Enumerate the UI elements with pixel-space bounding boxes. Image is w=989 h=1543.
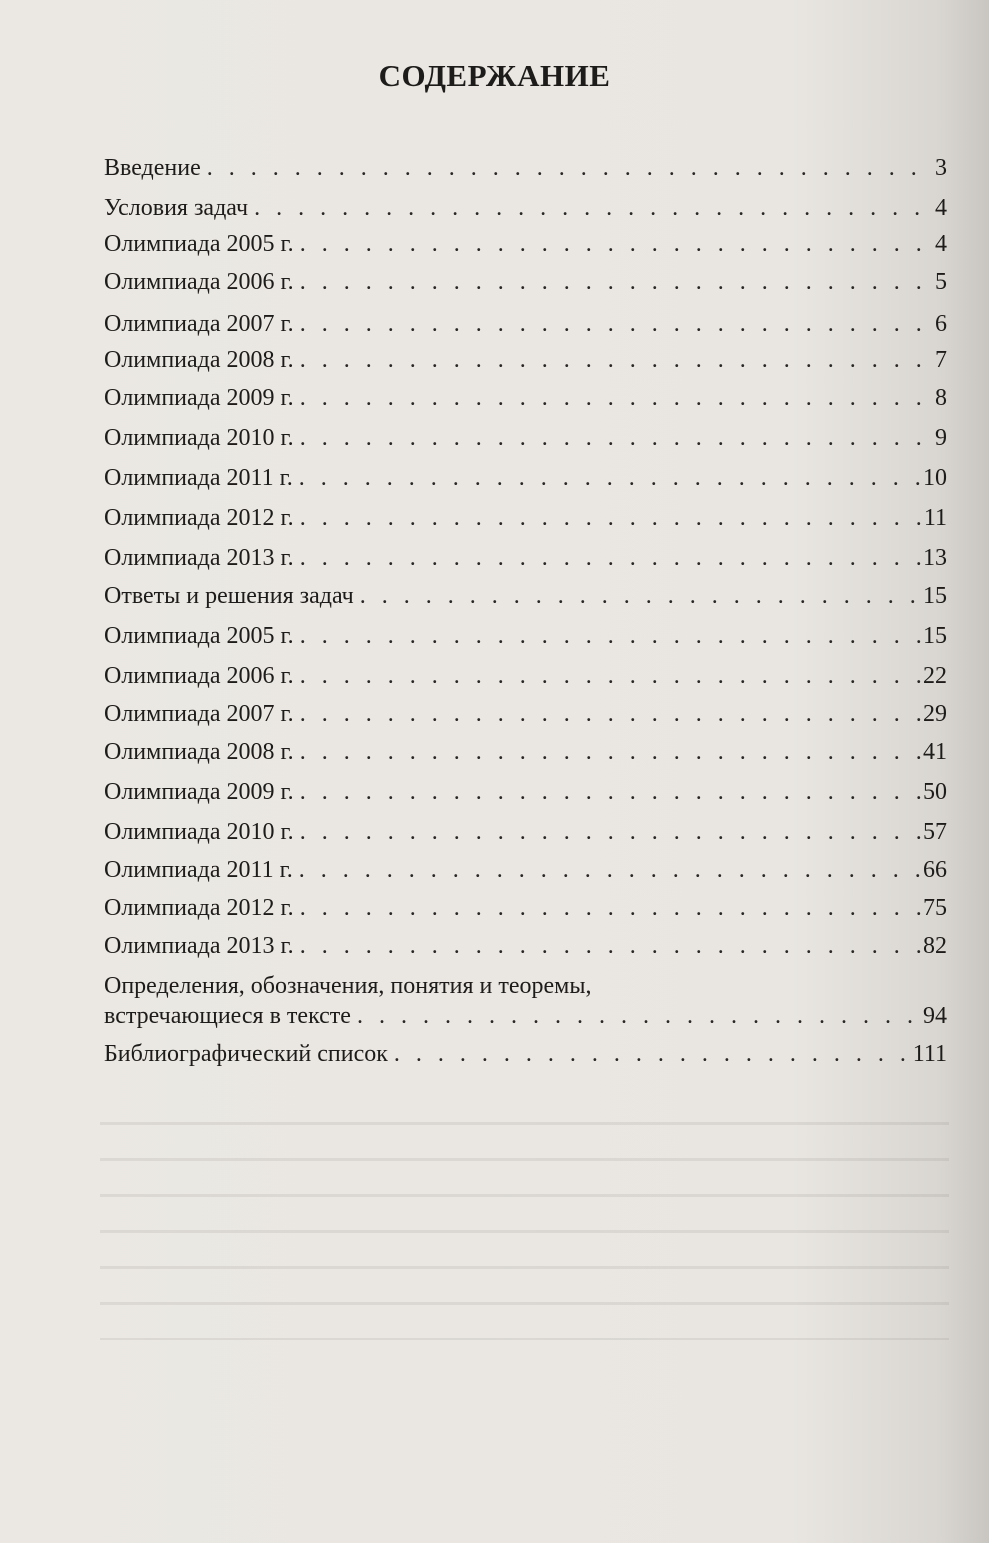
leader-dots [300, 734, 921, 770]
leader-dots [300, 774, 921, 810]
toc-entry-label: Олимпиада 2012 г. [104, 895, 294, 921]
leader-dots [300, 814, 921, 850]
leader-dots [357, 998, 921, 1034]
leader-dots [300, 420, 933, 456]
leader-dots [300, 618, 921, 654]
toc-entry-page: 13 [923, 545, 947, 571]
toc-entry-page: 41 [923, 739, 947, 765]
toc-entry-page: 57 [923, 819, 947, 845]
leader-dots [300, 500, 922, 536]
toc-entry [104, 814, 947, 850]
leader-dots [300, 306, 933, 342]
leader-dots [300, 658, 921, 694]
toc-entry-label: Библиографический список [104, 1041, 388, 1067]
toc-entry-page: 75 [923, 895, 947, 921]
toc-entry-label: Олимпиада 2011 г. [104, 465, 293, 491]
leader-dots [254, 190, 933, 226]
toc-entry-label: Олимпиада 2007 г. [104, 701, 294, 727]
leader-dots [300, 264, 933, 300]
toc-entry-label: Олимпиада 2009 г. [104, 385, 294, 411]
toc-entry-label: Ответы и решения задач [104, 583, 354, 609]
toc-entry [104, 774, 947, 810]
toc-entry-page: 10 [923, 465, 947, 491]
toc-entry-page: 111 [912, 1041, 947, 1067]
toc-entry [104, 852, 947, 888]
toc-entry [104, 342, 947, 378]
toc-entry [104, 890, 947, 926]
leader-dots [300, 342, 933, 378]
toc-entry-label: Олимпиада 2006 г. [104, 269, 294, 295]
toc-entry-label: Условия задач [104, 195, 249, 221]
toc-entry-page: 15 [923, 583, 947, 609]
toc-entry [104, 226, 947, 262]
toc-entry [104, 380, 947, 416]
toc-entry-page: 6 [935, 311, 947, 337]
toc-entry-page: 9 [935, 425, 947, 451]
toc-entry [104, 460, 947, 496]
toc-entry [104, 264, 947, 300]
toc-entry-label: Олимпиада 2005 г. [104, 623, 294, 649]
toc-entry-label: Олимпиада 2008 г. [104, 739, 294, 765]
toc-entry [104, 540, 947, 576]
leader-dots [300, 890, 921, 926]
leader-dots [300, 226, 933, 262]
toc-entry-page: 3 [935, 155, 947, 181]
bleed-through-text [100, 1100, 949, 1340]
leader-dots [299, 852, 921, 888]
toc-entry-label: встречающиеся в тексте [104, 1003, 351, 1029]
toc-entry-label: Олимпиада 2010 г. [104, 819, 294, 845]
toc-entry-page: 7 [935, 347, 947, 373]
toc-entry-label: Олимпиада 2007 г. [104, 311, 294, 337]
toc-entry-label: Олимпиада 2012 г. [104, 505, 294, 531]
toc-entry [104, 618, 947, 654]
toc-entry [104, 578, 947, 614]
toc-entry-label: Олимпиада 2008 г. [104, 347, 294, 373]
toc-entry-page: 82 [923, 933, 947, 959]
toc-entry-page: 5 [935, 269, 947, 295]
toc-entry-definitions [104, 998, 947, 1034]
toc-entry-label: Олимпиада 2013 г. [104, 933, 294, 959]
toc-entry-label: Олимпиада 2006 г. [104, 663, 294, 689]
toc-entry-page: 11 [923, 505, 947, 531]
page-title: СОДЕРЖАНИЕ [378, 58, 611, 93]
toc-entry-label: Олимпиада 2013 г. [104, 545, 294, 571]
toc-entry [104, 420, 947, 456]
toc-entry [104, 658, 947, 694]
leader-dots [207, 150, 933, 186]
toc-entry-page: 94 [923, 1003, 947, 1029]
leader-dots [299, 460, 921, 496]
toc-entry-page: 29 [923, 701, 947, 727]
leader-dots [300, 540, 921, 576]
toc-entry-label: Олимпиада 2009 г. [104, 779, 294, 805]
toc-entry-page: 66 [923, 857, 947, 883]
toc-entry-page: 15 [923, 623, 947, 649]
leader-dots [300, 380, 933, 416]
toc-entry [104, 190, 947, 226]
leader-dots [300, 696, 921, 732]
leader-dots [360, 578, 921, 614]
toc-entry-label: Олимпиада 2005 г. [104, 231, 294, 257]
toc-entry [104, 500, 947, 536]
toc-entry-page: 22 [923, 663, 947, 689]
toc-entry-label: Олимпиада 2011 г. [104, 857, 293, 883]
leader-dots [300, 928, 921, 964]
toc-entry [104, 306, 947, 342]
toc-entry-page: 4 [935, 231, 947, 257]
toc-entry-label: Введение [104, 155, 201, 181]
toc-entry-label: Определения, обозначения, понятия и теоремы, [104, 973, 592, 999]
toc-entry-label: Олимпиада 2010 г. [104, 425, 294, 451]
leader-dots [394, 1036, 911, 1072]
toc-entry [104, 696, 947, 732]
toc-entry [104, 928, 947, 964]
toc-entry [104, 734, 947, 770]
toc-entry-bibliography [104, 1036, 947, 1072]
toc-entry-page: 4 [935, 195, 947, 221]
toc-entry [104, 150, 947, 186]
toc-entry-page: 50 [923, 779, 947, 805]
toc-entry-page: 8 [935, 385, 947, 411]
